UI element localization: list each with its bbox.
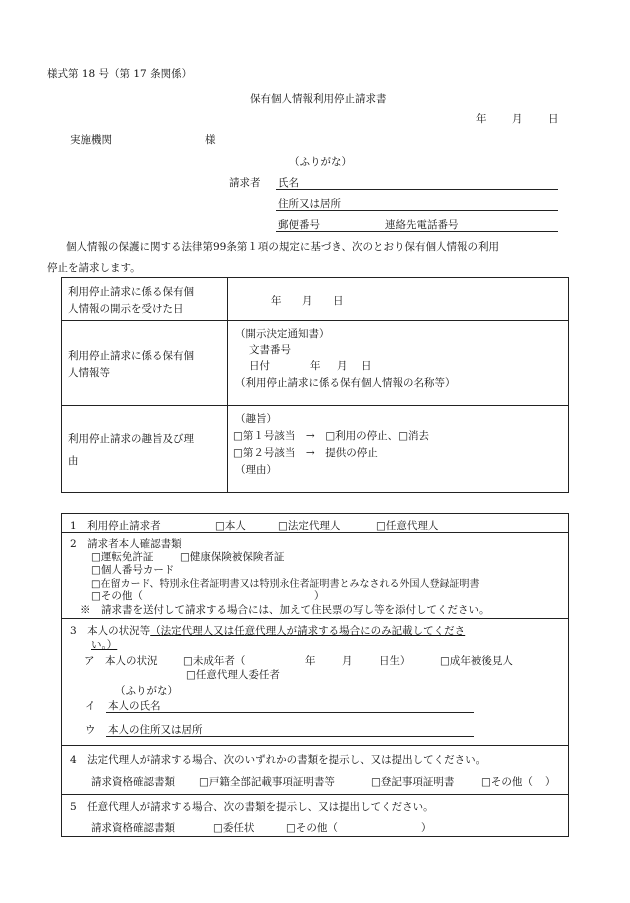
details-rule-4 (61, 794, 569, 795)
form-title: 保有個人情報利用停止請求書 (250, 93, 387, 105)
s5-other-close: ） (421, 822, 432, 834)
s3-principal-checkbox[interactable]: □任意代理人委任者 (186, 669, 280, 681)
s3-birth-year[interactable]: 年 (305, 655, 316, 667)
s2-other-checkbox[interactable]: □その他（ (91, 590, 143, 602)
s2-residence-card-checkbox[interactable]: □在留カード、特別永住者証明書又は特別永住者証明書とみなされる外国人登録証明書 (91, 579, 480, 590)
row3-item2-checkbox[interactable]: □第２号該当 → 提供の停止 (233, 447, 378, 459)
s4-docs-label: 請求資格確認書類 (91, 776, 175, 788)
row1-day[interactable]: 日 (333, 295, 344, 307)
s3-heading-label: 3 本人の状況等 (70, 625, 151, 637)
s5-heading: 5 任意代理人が請求する場合、次の書類を提示し、又は提出してください。 (70, 801, 434, 813)
recipient-label: 実施機関 (70, 134, 112, 146)
row2-notice: （開示決定通知書） (235, 328, 330, 340)
row3-label-line2: 由 (68, 455, 79, 467)
form-number: 様式第 18 号（第 17 条関係） (47, 68, 193, 80)
s2-insurance-checkbox[interactable]: □健康保険被保険者証 (180, 551, 285, 563)
row2-date-label: 日付 (249, 360, 270, 372)
s3-principal-address-field[interactable] (106, 736, 474, 737)
s1-legal-agent-checkbox[interactable]: □法定代理人 (278, 520, 341, 532)
row1-label-line1: 利用停止請求に係る保有個 (68, 286, 194, 298)
s2-other-close: ） (314, 590, 325, 602)
requester-phone-label: 連絡先電話番号 (385, 219, 459, 231)
s1-voluntary-agent-checkbox[interactable]: □任意代理人 (376, 520, 439, 532)
requester-address-label: 住所又は居所 (278, 198, 341, 210)
s3-heading-note: （法定代理人又は任意代理人が請求する場合にのみ記載してくださ (150, 625, 466, 637)
row3-reason: （理由） (235, 464, 277, 476)
requester-name-label: 氏名 (278, 177, 299, 189)
row1-month[interactable]: 月 (302, 295, 313, 307)
s2-license-checkbox[interactable]: □運転免許証 (91, 551, 154, 563)
request-table-row-rule-1 (61, 320, 569, 321)
requester-furigana: （ふりがな） (289, 156, 352, 168)
date-year: 年 (476, 113, 487, 125)
intro-line-1: 個人情報の保護に関する法律第99条第１項の規定に基づき、次のとおり保有個人情報の利用 (66, 241, 499, 253)
row3-label-line1: 利用停止請求の趣旨及び理 (68, 433, 194, 445)
s4-registry-checkbox[interactable]: □登記事項証明書 (371, 776, 455, 788)
s2-mynumber-checkbox[interactable]: □個人番号カード (91, 564, 175, 576)
requester-contact-field[interactable] (276, 231, 558, 232)
row2-label-line2: 人情報等 (68, 367, 110, 379)
s3-furigana: （ふりがな） (115, 685, 178, 697)
s3-birth-month[interactable]: 月 (342, 655, 353, 667)
requester-label: 請求者 (229, 177, 261, 189)
s3-u-prefix: ウ (85, 724, 96, 736)
row2-label-line1: 利用停止請求に係る保有個 (68, 350, 194, 362)
row2-doc-number[interactable]: 文書番号 (249, 344, 291, 356)
date-day: 日 (548, 113, 559, 125)
s3-status-label: ア 本人の状況 (84, 655, 158, 667)
s4-other-checkbox[interactable]: □その他（ (481, 776, 533, 788)
s5-other-checkbox[interactable]: □その他（ (286, 822, 338, 834)
row2-month[interactable]: 月 (337, 360, 348, 372)
row2-year[interactable]: 年 (310, 360, 321, 372)
s3-adult-ward-checkbox[interactable]: □成年被後見人 (440, 655, 513, 667)
s1-label: 1 利用停止請求者 (70, 520, 161, 532)
s5-docs-label: 請求資格確認書類 (91, 822, 175, 834)
s4-heading: 4 法定代理人が請求する場合、次のいずれかの書類を提示し、又は提出してください。 (70, 754, 487, 766)
requester-address-field[interactable] (276, 210, 558, 211)
requester-name-field[interactable] (276, 189, 558, 190)
date-month: 月 (512, 113, 523, 125)
requester-postal-label: 郵便番号 (278, 219, 320, 231)
s2-heading: 2 請求者本人確認書類 (70, 538, 182, 550)
s4-family-register-checkbox[interactable]: □戸籍全部記載事項証明書等 (199, 776, 335, 788)
s1-self-checkbox[interactable]: □本人 (215, 520, 246, 532)
details-rule-2 (61, 618, 569, 619)
s3-birth-day[interactable]: 日生） (379, 655, 411, 667)
s4-other-close: ） (545, 776, 556, 788)
details-rule-3 (61, 745, 569, 746)
s2-note: ※ 請求書を送付して請求する場合には、加えて住民票の写し等を添付してください。 (80, 604, 490, 616)
row3-item1-checkbox[interactable]: □第１号該当 → □利用の停止、□消去 (233, 430, 430, 442)
s3-principal-address-label: 本人の住所又は居所 (108, 724, 203, 736)
row1-year[interactable]: 年 (271, 295, 282, 307)
intro-line-2: 停止を請求します。 (47, 262, 141, 274)
s3-i-prefix: イ (85, 700, 96, 712)
request-table-row-rule-2 (61, 405, 569, 406)
row3-purpose: （趣旨） (235, 413, 277, 425)
recipient-honorific: 様 (205, 134, 216, 146)
row1-label-line2: 人情報の開示を受けた日 (68, 303, 184, 315)
s5-power-of-attorney-checkbox[interactable]: □委任状 (213, 822, 255, 834)
s3-principal-name-field[interactable] (106, 712, 474, 713)
request-table-divider (227, 277, 228, 493)
s3-principal-name-label: 本人の氏名 (108, 700, 161, 712)
s3-heading (70, 623, 465, 638)
s3-minor-checkbox[interactable]: □未成年者（ (183, 655, 246, 667)
row2-name-note: （利用停止請求に係る保有個人情報の名称等） (235, 377, 456, 389)
s3-heading-note-cont: い。） (91, 639, 118, 651)
row2-day[interactable]: 日 (361, 360, 372, 372)
